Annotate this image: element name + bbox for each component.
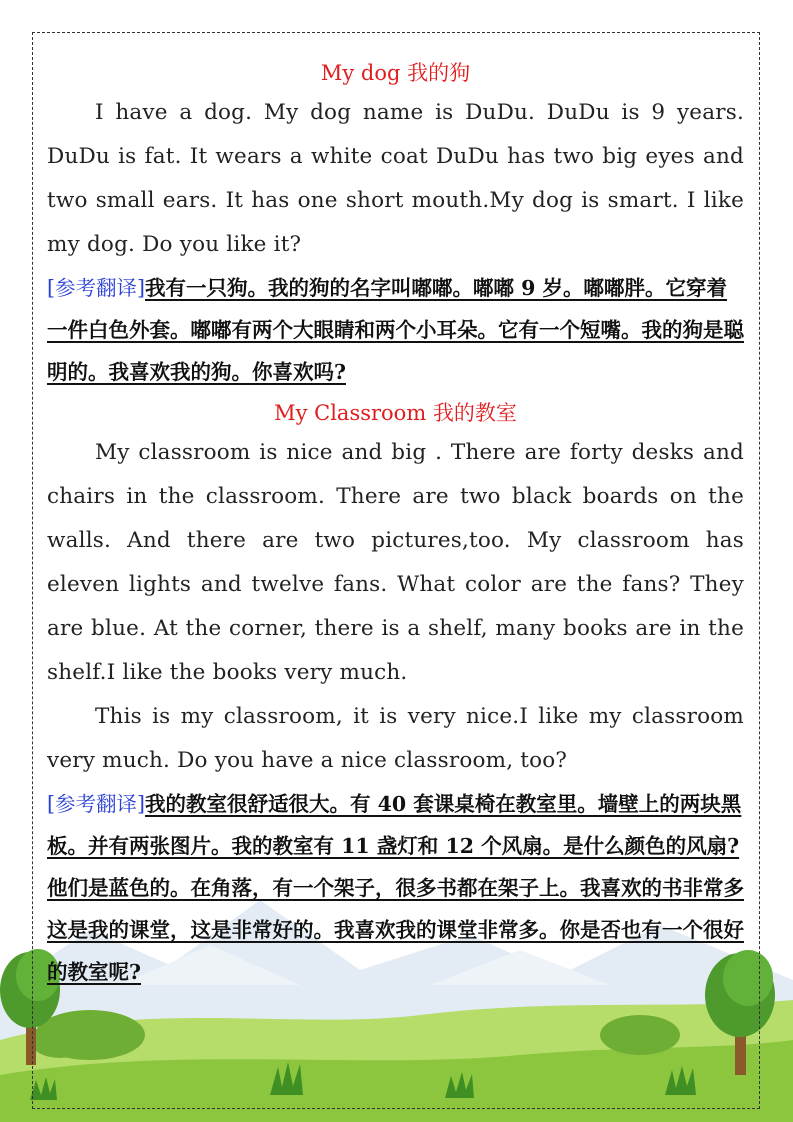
translation-text-classroom-2: 这是我的课堂，这是非常好的。我喜欢我的课堂非常多。你是否也有一个很好的教室呢? xyxy=(47,918,744,984)
document-body xyxy=(47,55,744,993)
section-title-my-dog: My dog 我的狗 xyxy=(320,61,471,85)
english-passage-my-dog xyxy=(47,91,744,267)
translation-my-dog xyxy=(47,267,744,393)
english-passage-my-classroom xyxy=(47,431,744,783)
paragraph-classroom-1: My classroom is nice and big . There are forty desks and chairs in the classroom. There are two black boards on the walls. And there are two pictures,too. My classroom has eleven lights and twelve fans. What color are the fans? They are blue. At the corner, there is a shelf, many books are in the shelf.I like the books very much. xyxy=(47,440,744,685)
paragraph-classroom-2: This is my classroom, it is very nice.I like my classroom very much. Do you have a nice classroom, too? xyxy=(47,704,744,773)
translation-text-classroom-1: 我的教室很舒适很大。有 40 套课桌椅在教室里。墙壁上的两块黑板。并有两张图片。我的教室有 11 盏灯和 12 个风扇。是什么颜色的风扇?他们是蓝色的。在角落，有一个架子，很多书都在架子上。我喜欢的书非常多 xyxy=(47,792,744,900)
reference-translation-label: [参考翻译] xyxy=(47,792,145,816)
section-title-my-classroom: My Classroom 我的教室 xyxy=(274,401,517,425)
reference-translation-label: [参考翻译] xyxy=(47,276,145,300)
paragraph-my-dog: I have a dog. My dog name is DuDu. DuDu is 9 years. DuDu is fat. It wears a white coat DuDu has two big eyes and two small ears. It has one short mouth.My dog is smart. I like my dog. Do you like it? xyxy=(47,100,744,257)
translation-my-classroom xyxy=(47,783,744,993)
translation-text-my-dog: 我有一只狗。我的狗的名字叫嘟嘟。嘟嘟 9 岁。嘟嘟胖。它穿着一件白色外套。嘟嘟有两个大眼睛和两个小耳朵。它有一个短嘴。我的狗是聪明的。我喜欢我的狗。你喜欢吗? xyxy=(47,276,744,384)
